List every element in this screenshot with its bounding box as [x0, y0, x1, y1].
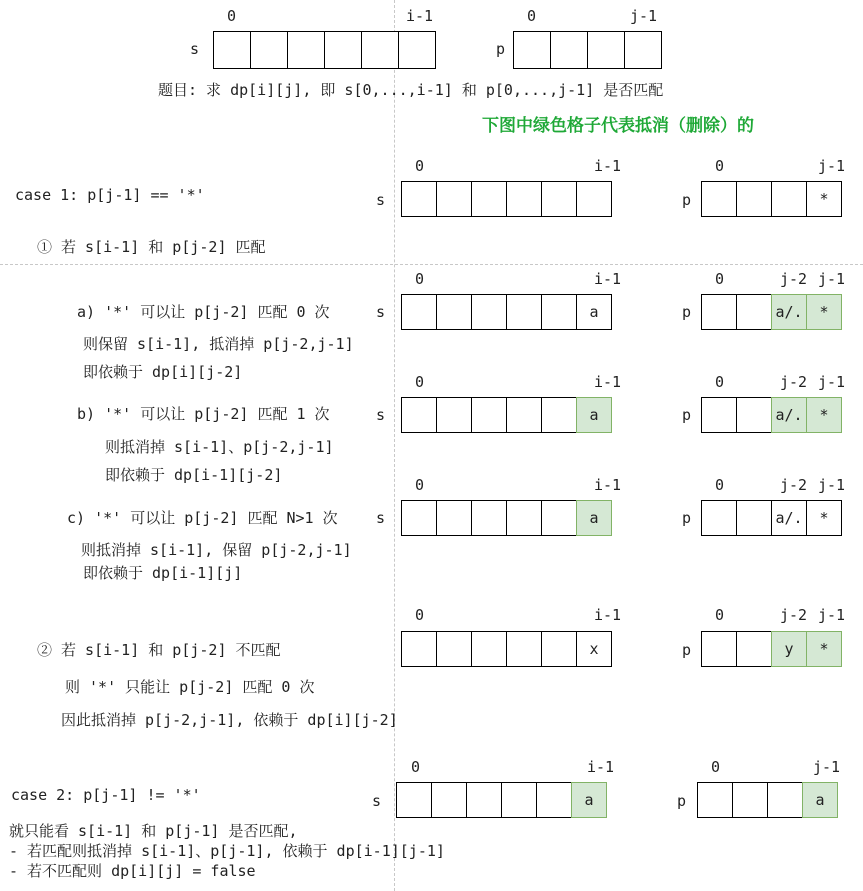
- top-p-array: [513, 31, 661, 69]
- array-cell: [401, 294, 437, 330]
- array-cell: [697, 782, 733, 818]
- c-p-label: p: [682, 509, 692, 527]
- c2-s-label: s: [372, 792, 382, 810]
- vertical-divider: [394, 0, 395, 891]
- case2-title: case 2: p[j-1] != '*': [11, 786, 201, 804]
- array-cell: y: [771, 631, 807, 667]
- array-cell: [541, 500, 577, 536]
- array-cell: [736, 500, 772, 536]
- a-line3: 即依赖于 dp[i][j-2]: [83, 363, 243, 381]
- array-cell: [506, 631, 542, 667]
- top-s-index-0: 0: [227, 7, 237, 25]
- c1-s-index-0: 0: [415, 157, 425, 175]
- sub2-line1: ② 若 s[i-1] 和 p[j-2] 不匹配: [37, 641, 281, 659]
- top-p-label: p: [496, 40, 506, 58]
- array-cell: [701, 500, 737, 536]
- array-cell: [324, 31, 362, 69]
- c-p-index-j2: j-2: [780, 476, 808, 494]
- c-p-index-end: j-1: [818, 476, 846, 494]
- array-cell: [287, 31, 325, 69]
- b-s-label: s: [376, 406, 386, 424]
- array-cell: [550, 31, 588, 69]
- a-p-index-j2: j-2: [780, 270, 808, 288]
- array-cell: [736, 631, 772, 667]
- array-cell: [701, 397, 737, 433]
- array-cell: [401, 500, 437, 536]
- c-s-index-0: 0: [415, 476, 425, 494]
- array-cell: a: [576, 500, 612, 536]
- array-cell: [736, 294, 772, 330]
- c1-p-label: p: [682, 191, 692, 209]
- array-cell: [436, 397, 472, 433]
- array-cell: [587, 31, 625, 69]
- d-s-array: [401, 631, 611, 667]
- case2-line3: - 若不匹配则 dp[i][j] = false: [9, 862, 256, 880]
- a-p-label: p: [682, 303, 692, 321]
- array-cell: a: [576, 294, 612, 330]
- case1-title: case 1: p[j-1] == '*': [15, 186, 205, 204]
- array-cell: [701, 631, 737, 667]
- array-cell: [436, 294, 472, 330]
- b-s-index-end: i-1: [594, 373, 622, 391]
- array-cell: a: [802, 782, 838, 818]
- d-p-index-end: j-1: [818, 606, 846, 624]
- array-cell: a: [576, 397, 612, 433]
- top-p-index-end: j-1: [630, 7, 658, 25]
- array-cell: [471, 181, 507, 217]
- c2-p-index-end: j-1: [813, 758, 841, 776]
- array-cell: *: [806, 397, 842, 433]
- d-p-index-0: 0: [715, 606, 725, 624]
- array-cell: [436, 631, 472, 667]
- array-cell: [398, 31, 436, 69]
- c1-s-array: [401, 181, 611, 217]
- case1-sub1: ① 若 s[i-1] 和 p[j-2] 匹配: [37, 238, 266, 256]
- c2-s-array: [396, 782, 606, 818]
- c1-s-index-end: i-1: [594, 157, 622, 175]
- b-p-label: p: [682, 406, 692, 424]
- b-s-array: [401, 397, 611, 433]
- case2-line2: - 若匹配则抵消掉 s[i-1]、p[j-1], 依赖于 dp[i-1][j-1]: [9, 842, 445, 860]
- c-line1: c) '*' 可以让 p[j-2] 匹配 N>1 次: [67, 509, 338, 527]
- d-p-label: p: [682, 641, 692, 659]
- array-cell: [541, 294, 577, 330]
- d-p-array: [701, 631, 841, 667]
- array-cell: [506, 397, 542, 433]
- array-cell: [736, 181, 772, 217]
- array-cell: [736, 397, 772, 433]
- question-text: 题目: 求 dp[i][j], 即 s[0,...,i-1] 和 p[0,...,j-1] 是否匹配: [158, 81, 664, 99]
- array-cell: [541, 181, 577, 217]
- array-cell: [513, 31, 551, 69]
- b-line1: b) '*' 可以让 p[j-2] 匹配 1 次: [77, 405, 330, 423]
- array-cell: [541, 397, 577, 433]
- array-cell: a/.: [771, 294, 807, 330]
- c2-p-array: [697, 782, 837, 818]
- array-cell: [401, 181, 437, 217]
- a-s-array: [401, 294, 611, 330]
- d-s-index-end: i-1: [594, 606, 622, 624]
- b-line2: 则抵消掉 s[i-1]、p[j-2,j-1]: [105, 438, 334, 456]
- a-s-label: s: [376, 303, 386, 321]
- sub2-line2: 则 '*' 只能让 p[j-2] 匹配 0 次: [65, 678, 315, 696]
- top-s-array: [213, 31, 435, 69]
- array-cell: [701, 181, 737, 217]
- array-cell: [506, 181, 542, 217]
- top-s-index-end: i-1: [406, 7, 434, 25]
- c2-s-index-0: 0: [411, 758, 421, 776]
- a-p-array: [701, 294, 841, 330]
- top-p-index-0: 0: [527, 7, 537, 25]
- a-p-index-end: j-1: [818, 270, 846, 288]
- array-cell: [250, 31, 288, 69]
- b-p-index-j2: j-2: [780, 373, 808, 391]
- a-s-index-end: i-1: [594, 270, 622, 288]
- array-cell: [471, 631, 507, 667]
- b-p-array: [701, 397, 841, 433]
- c2-p-index-0: 0: [711, 758, 721, 776]
- array-cell: [466, 782, 502, 818]
- b-p-index-end: j-1: [818, 373, 846, 391]
- b-p-index-0: 0: [715, 373, 725, 391]
- c2-s-index-end: i-1: [587, 758, 615, 776]
- c-line3: 即依赖于 dp[i-1][j]: [83, 564, 243, 582]
- a-s-index-0: 0: [415, 270, 425, 288]
- array-cell: [396, 782, 432, 818]
- case2-line1: 就只能看 s[i-1] 和 p[j-1] 是否匹配,: [9, 822, 298, 840]
- array-cell: [436, 181, 472, 217]
- array-cell: a/.: [771, 500, 807, 536]
- c-line2: 则抵消掉 s[i-1], 保留 p[j-2,j-1]: [81, 541, 352, 559]
- array-cell: [536, 782, 572, 818]
- a-p-index-0: 0: [715, 270, 725, 288]
- array-cell: [436, 500, 472, 536]
- c1-p-index-0: 0: [715, 157, 725, 175]
- array-cell: a/.: [771, 397, 807, 433]
- c-s-index-end: i-1: [594, 476, 622, 494]
- green-note: 下图中绿色格子代表抵消（删除）的: [482, 116, 754, 136]
- array-cell: *: [806, 500, 842, 536]
- b-s-index-0: 0: [415, 373, 425, 391]
- array-cell: [576, 181, 612, 217]
- array-cell: [361, 31, 399, 69]
- array-cell: [401, 397, 437, 433]
- array-cell: [213, 31, 251, 69]
- sub2-line3: 因此抵消掉 p[j-2,j-1], 依赖于 dp[i][j-2]: [61, 711, 398, 729]
- array-cell: *: [806, 294, 842, 330]
- array-cell: [401, 631, 437, 667]
- array-cell: [541, 631, 577, 667]
- c1-p-array: [701, 181, 841, 217]
- c2-p-label: p: [677, 792, 687, 810]
- horizontal-divider: [0, 264, 863, 265]
- array-cell: *: [806, 181, 842, 217]
- array-cell: [506, 294, 542, 330]
- array-cell: x: [576, 631, 612, 667]
- top-s-label: s: [190, 40, 200, 58]
- array-cell: [431, 782, 467, 818]
- array-cell: [732, 782, 768, 818]
- a-line2: 则保留 s[i-1], 抵消掉 p[j-2,j-1]: [83, 335, 354, 353]
- array-cell: [471, 294, 507, 330]
- d-s-index-0: 0: [415, 606, 425, 624]
- c1-p-index-end: j-1: [818, 157, 846, 175]
- c-p-index-0: 0: [715, 476, 725, 494]
- array-cell: [701, 294, 737, 330]
- array-cell: [506, 500, 542, 536]
- b-line3: 即依赖于 dp[i-1][j-2]: [105, 466, 283, 484]
- array-cell: [771, 181, 807, 217]
- array-cell: [471, 397, 507, 433]
- array-cell: [501, 782, 537, 818]
- d-p-index-j2: j-2: [780, 606, 808, 624]
- c-p-array: [701, 500, 841, 536]
- a-line1: a) '*' 可以让 p[j-2] 匹配 0 次: [77, 303, 330, 321]
- c1-s-label: s: [376, 191, 386, 209]
- array-cell: [624, 31, 662, 69]
- array-cell: [471, 500, 507, 536]
- c-s-array: [401, 500, 611, 536]
- array-cell: [767, 782, 803, 818]
- array-cell: *: [806, 631, 842, 667]
- c-s-label: s: [376, 509, 386, 527]
- array-cell: a: [571, 782, 607, 818]
